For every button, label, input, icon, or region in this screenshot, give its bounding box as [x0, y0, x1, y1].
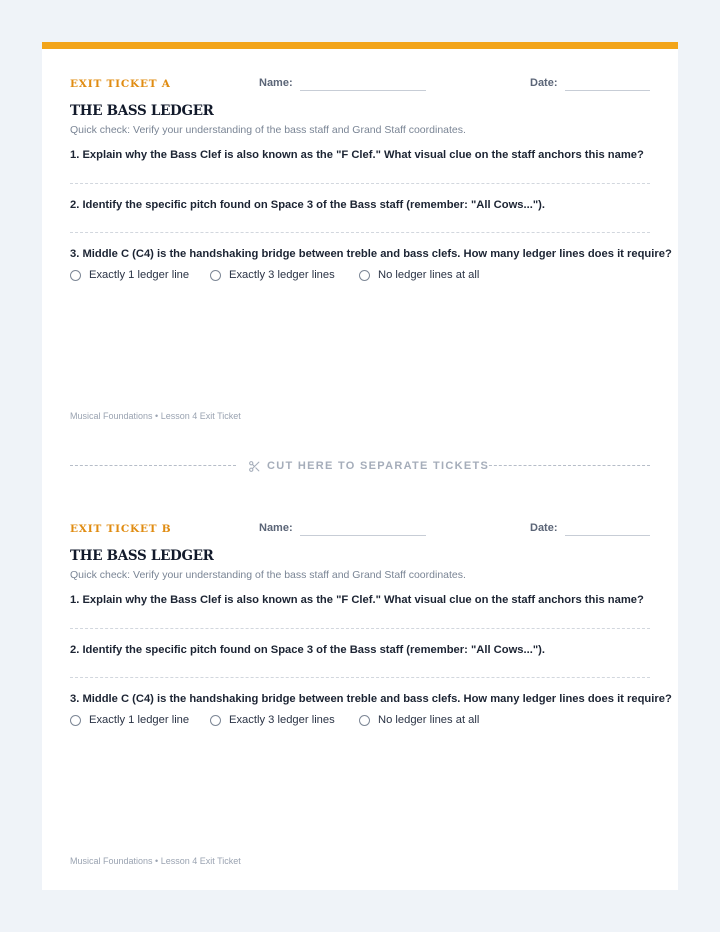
ticket-subtitle: Quick check: Verify your understanding of the bass staff and Grand Staff coordinates. [70, 124, 466, 136]
question-3: 3. Middle C (C4) is the handshaking bridge between treble and bass clefs. How many ledger lines does it require? [70, 693, 672, 705]
option-label: Exactly 3 ledger lines [229, 269, 335, 281]
name-field[interactable] [300, 90, 426, 91]
option-1[interactable] [70, 267, 189, 283]
question-3: 3. Middle C (C4) is the handshaking bridge between treble and bass clefs. How many ledger lines does it require? [70, 248, 672, 260]
ticket-label: EXIT TICKET B [70, 523, 172, 535]
option-3[interactable] [359, 712, 479, 728]
radio-button[interactable] [210, 270, 221, 281]
radio-button[interactable] [359, 715, 370, 726]
answer-line-1[interactable] [70, 628, 650, 629]
worksheet-page [42, 42, 678, 890]
cut-dash-left [70, 465, 236, 466]
exit-ticket-a [70, 49, 672, 449]
option-1[interactable] [70, 712, 189, 728]
ticket-title: THE BASS LEDGER [70, 103, 214, 119]
answer-line-2[interactable] [70, 677, 650, 678]
cut-dash-right [484, 465, 650, 466]
option-label: Exactly 1 ledger line [89, 269, 190, 281]
ticket-footer: Musical Foundations • Lesson 4 Exit Ticket [70, 411, 241, 421]
option-2[interactable] [210, 712, 335, 728]
name-label: Name: [259, 522, 293, 534]
cut-text: CUT HERE TO SEPARATE TICKETS [267, 460, 490, 472]
scissors-icon [248, 460, 261, 473]
date-field[interactable] [565, 90, 650, 91]
exit-ticket-b [70, 494, 672, 894]
ticket-header [70, 522, 650, 538]
option-2[interactable] [210, 267, 335, 283]
cut-label [248, 459, 489, 473]
option-3[interactable] [359, 267, 479, 283]
option-label: No ledger lines at all [378, 714, 480, 726]
ticket-label: EXIT TICKET A [70, 78, 171, 90]
name-field[interactable] [300, 535, 426, 536]
radio-button[interactable] [70, 270, 81, 281]
radio-button[interactable] [359, 270, 370, 281]
ticket-title: THE BASS LEDGER [70, 548, 214, 564]
question-3-options [70, 267, 650, 283]
ticket-footer: Musical Foundations • Lesson 4 Exit Ticket [70, 856, 241, 866]
answer-line-2[interactable] [70, 232, 650, 233]
cut-line [70, 459, 650, 473]
radio-button[interactable] [210, 715, 221, 726]
answer-line-1[interactable] [70, 183, 650, 184]
date-label: Date: [530, 522, 558, 534]
ticket-header [70, 77, 650, 93]
question-2: 2. Identify the specific pitch found on Space 3 of the Bass staff (remember: "All Cows..."). [70, 199, 545, 211]
date-field[interactable] [565, 535, 650, 536]
option-label: Exactly 1 ledger line [89, 714, 190, 726]
option-label: No ledger lines at all [378, 269, 480, 281]
ticket-subtitle: Quick check: Verify your understanding of the bass staff and Grand Staff coordinates. [70, 569, 466, 581]
question-3-options [70, 712, 650, 728]
question-1: 1. Explain why the Bass Clef is also known as the "F Clef." What visual clue on the staff anchors this name? [70, 149, 644, 161]
option-label: Exactly 3 ledger lines [229, 714, 335, 726]
question-2: 2. Identify the specific pitch found on Space 3 of the Bass staff (remember: "All Cows..."). [70, 644, 545, 656]
radio-button[interactable] [70, 715, 81, 726]
date-label: Date: [530, 77, 558, 89]
name-label: Name: [259, 77, 293, 89]
question-1: 1. Explain why the Bass Clef is also known as the "F Clef." What visual clue on the staff anchors this name? [70, 594, 644, 606]
